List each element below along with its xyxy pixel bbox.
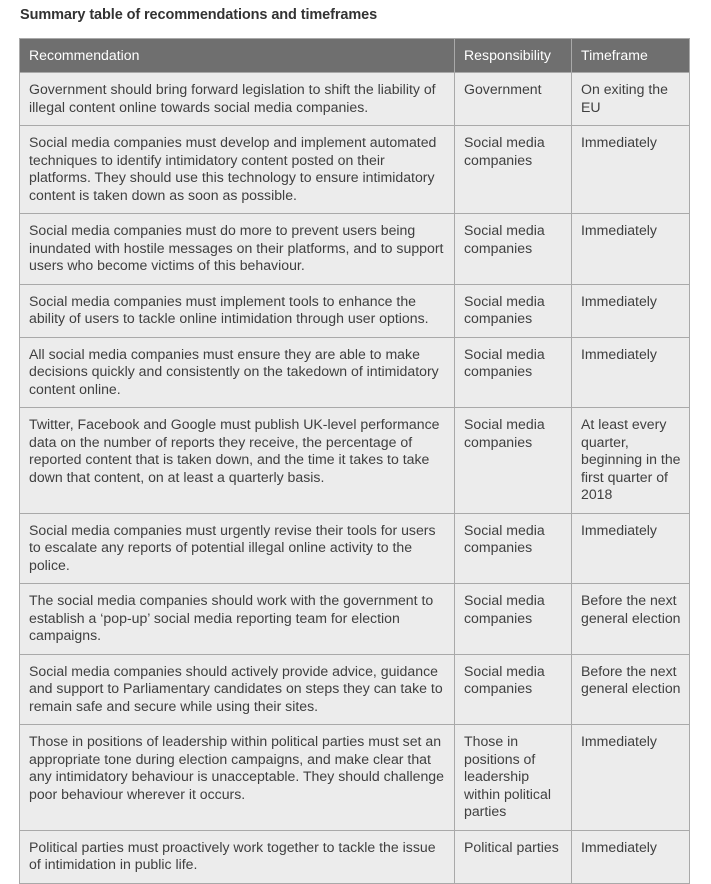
- timeframe-cell: Immediately: [572, 126, 690, 214]
- responsibility-cell: Government: [455, 73, 572, 126]
- responsibility-cell: Social media companies: [455, 513, 572, 584]
- responsibility-cell: Those in positions of leadership within political parties: [455, 725, 572, 831]
- timeframe-cell: Before the next general election: [572, 584, 690, 655]
- table-row: [20, 337, 690, 408]
- recommendation-cell: Social media companies must urgently revise their tools for users to escalate any reports of potential illegal online activity to the police.: [20, 513, 455, 584]
- column-header-recommendation: Recommendation: [20, 39, 455, 73]
- timeframe-cell: Immediately: [572, 513, 690, 584]
- responsibility-cell: Social media companies: [455, 654, 572, 725]
- table-row: [20, 284, 690, 337]
- table-row: [20, 513, 690, 584]
- timeframe-cell: Immediately: [572, 214, 690, 285]
- page-title: Summary table of recommendations and timeframes: [20, 7, 378, 23]
- table-row: [20, 214, 690, 285]
- recommendation-cell: Political parties must proactively work together to tackle the issue of intimidation in public life.: [20, 830, 455, 883]
- table-row: [20, 654, 690, 725]
- table-row: [20, 126, 690, 214]
- table-row: [20, 73, 690, 126]
- column-header-timeframe: Timeframe: [572, 39, 690, 73]
- table-row: [20, 830, 690, 883]
- recommendation-cell: Social media companies must implement tools to enhance the ability of users to tackle online intimidation through user options.: [20, 284, 455, 337]
- recommendation-cell: Social media companies must develop and implement automated techniques to identify intimidatory content posted on their platforms. They should use this technology to ensure intimidatory content is taken down as soon as possible.: [20, 126, 455, 214]
- recommendations-table: [19, 38, 690, 884]
- recommendation-cell: The social media companies should work with the government to establish a ‘pop-up’ social media reporting team for election campaigns.: [20, 584, 455, 655]
- responsibility-cell: Social media companies: [455, 408, 572, 514]
- table-row: [20, 408, 690, 514]
- column-header-responsibility: Responsibility: [455, 39, 572, 73]
- timeframe-cell: Immediately: [572, 830, 690, 883]
- recommendation-cell: Government should bring forward legislation to shift the liability of illegal content online towards social media companies.: [20, 73, 455, 126]
- table-row: [20, 725, 690, 831]
- responsibility-cell: Social media companies: [455, 337, 572, 408]
- timeframe-cell: Before the next general election: [572, 654, 690, 725]
- recommendation-cell: Social media companies should actively provide advice, guidance and support to Parliamentary candidates on steps they can take to remain safe and secure while using their sites.: [20, 654, 455, 725]
- timeframe-cell: On exiting the EU: [572, 73, 690, 126]
- timeframe-cell: At least every quarter, beginning in the first quarter of 2018: [572, 408, 690, 514]
- table-row: [20, 584, 690, 655]
- timeframe-cell: Immediately: [572, 337, 690, 408]
- timeframe-cell: Immediately: [572, 725, 690, 831]
- recommendation-cell: Those in positions of leadership within political parties must set an appropriate tone during election campaigns, and make clear that any intimidatory behaviour is unacceptable. They should challenge poor behaviour wherever it occurs.: [20, 725, 455, 831]
- timeframe-cell: Immediately: [572, 284, 690, 337]
- table-header-row: [20, 39, 690, 73]
- recommendation-cell: All social media companies must ensure they are able to make decisions quickly and consistently on the takedown of intimidatory content online.: [20, 337, 455, 408]
- responsibility-cell: Social media companies: [455, 214, 572, 285]
- responsibility-cell: Social media companies: [455, 284, 572, 337]
- responsibility-cell: Social media companies: [455, 584, 572, 655]
- responsibility-cell: Social media companies: [455, 126, 572, 214]
- responsibility-cell: Political parties: [455, 830, 572, 883]
- recommendation-cell: Twitter, Facebook and Google must publish UK-level performance data on the number of reports they receive, the percentage of reported content that is taken down, and the time it takes to take down that content, on at least a quarterly basis.: [20, 408, 455, 514]
- recommendation-cell: Social media companies must do more to prevent users being inundated with hostile messages on their platforms, and to support users who become victims of this behaviour.: [20, 214, 455, 285]
